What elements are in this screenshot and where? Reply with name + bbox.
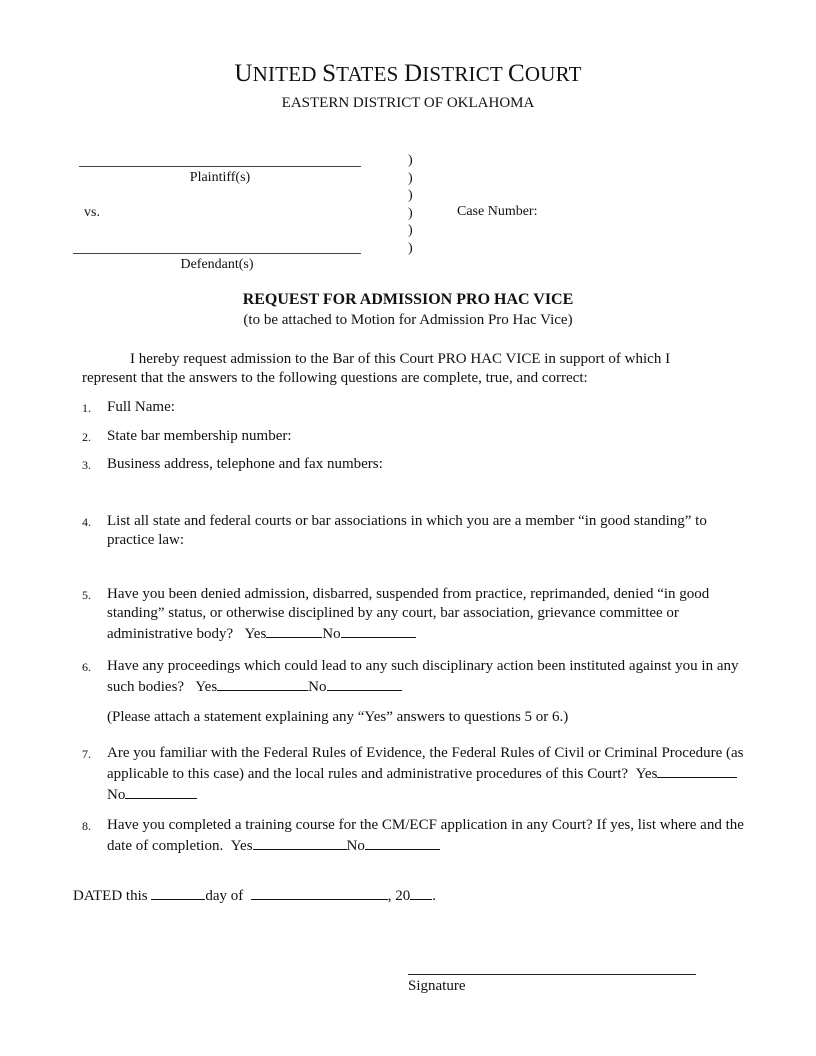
day-of-label: day of	[205, 888, 244, 904]
question-number: 4.	[82, 515, 91, 529]
court-title-part: TATES	[336, 62, 404, 86]
versus-label: vs.	[84, 205, 100, 220]
yes-blank[interactable]	[217, 676, 308, 691]
question-answer-line	[107, 657, 752, 697]
signature-label: Signature	[408, 978, 466, 994]
question-3	[82, 455, 752, 474]
question-answer-line	[107, 744, 752, 805]
no-label: No	[322, 626, 341, 642]
question-1	[82, 398, 752, 417]
no-blank[interactable]	[125, 784, 197, 799]
question-text: Have you been denied admission, disbarred, suspended from practice, reprimanded, denied “in good standing” status, or otherwise disciplined by any court, bar association, grievance committee or administrative body?	[107, 586, 710, 642]
question-text: Are you familiar with the Federal Rules of Evidence, the Federal Rules of Civil or Criminal Procedure (as applicable to this case) and the local rules and administrative procedures of this Court?	[107, 745, 744, 782]
paren: )	[408, 223, 413, 238]
yes-label: Yes	[635, 766, 658, 782]
court-title-initial: S	[322, 60, 337, 87]
day-blank[interactable]	[151, 885, 205, 900]
intro-paragraph	[82, 350, 762, 388]
paren: )	[408, 205, 413, 221]
yes-label: Yes	[244, 626, 267, 642]
court-title-part: ISTRICT	[422, 62, 509, 86]
question-text: Business address, telephone and fax numbers:	[107, 456, 383, 472]
question-number: 8.	[82, 819, 91, 833]
month-blank[interactable]	[251, 885, 388, 900]
yes-label: Yes	[195, 679, 218, 695]
defendant-label: Defendant(s)	[180, 257, 254, 272]
caption-parentheses	[408, 152, 413, 257]
form-subtitle: (to be attached to Motion for Admission Pro Hac Vice)	[243, 312, 573, 328]
intro-line-2: represent that the answers to the following questions are complete, true, and correct:	[82, 370, 588, 386]
defendant-line[interactable]	[73, 253, 361, 254]
dated-this-label: DATED this	[73, 888, 148, 904]
question-6	[82, 657, 752, 697]
question-number: 6.	[82, 660, 91, 674]
case-number-label: Case Number:	[457, 204, 538, 219]
question-text: List all state and federal courts or bar associations in which you are a member “in good standing” to practice law:	[107, 513, 707, 548]
question-8	[82, 816, 752, 856]
question-text: Have you completed a training course for the CM/ECF application in any Court? If yes, list where and the date of completion.	[107, 817, 744, 854]
question-4	[82, 512, 752, 550]
question-number: 1.	[82, 401, 91, 415]
no-label: No	[346, 838, 365, 854]
question-answer-line	[107, 816, 752, 856]
yes-label: Yes	[230, 838, 253, 854]
no-blank[interactable]	[365, 835, 440, 850]
question-7	[82, 744, 752, 805]
no-blank[interactable]	[341, 623, 416, 638]
question-number: 7.	[82, 747, 91, 761]
question-answer-line	[107, 585, 752, 644]
question-2	[82, 427, 752, 446]
court-title-part: NITED	[252, 62, 323, 86]
paren: )	[408, 188, 413, 203]
form-title: REQUEST FOR ADMISSION PRO HAC VICE	[242, 291, 574, 308]
question-number: 5.	[82, 588, 91, 602]
dated-line	[73, 885, 436, 905]
court-title-part: OURT	[524, 62, 582, 86]
year-prefix: , 20	[387, 888, 411, 904]
attachment-note: (Please attach a statement explaining any “Yes” answers to questions 5 or 6.)	[107, 709, 569, 725]
district-name: EASTERN DISTRICT OF OKLAHOMA	[281, 95, 535, 111]
question-text: State bar membership number:	[107, 428, 292, 444]
question-text: Full Name:	[107, 399, 175, 415]
yes-blank[interactable]	[657, 763, 737, 778]
court-title	[0, 60, 816, 88]
no-blank[interactable]	[327, 676, 402, 691]
yes-blank[interactable]	[253, 835, 347, 850]
signature-line[interactable]	[408, 974, 696, 975]
question-5	[82, 585, 752, 644]
yes-blank[interactable]	[266, 623, 322, 638]
question-text: Have any proceedings which could lead to any such disciplinary action been instituted against you in any such bodies?	[107, 658, 739, 695]
court-title-initial: U	[234, 60, 253, 87]
period: .	[432, 888, 436, 904]
paren: )	[408, 170, 413, 186]
court-title-initial: D	[403, 60, 423, 87]
question-number: 2.	[82, 430, 91, 444]
intro-line-1: I hereby request admission to the Bar of this Court PRO HAC VICE in support of which I	[130, 351, 671, 367]
no-label: No	[107, 787, 126, 803]
paren: )	[408, 153, 413, 168]
year-blank[interactable]	[410, 885, 432, 900]
court-title-initial: C	[508, 60, 525, 87]
plaintiff-line[interactable]	[79, 166, 361, 167]
paren: )	[408, 240, 413, 256]
no-label: No	[308, 679, 327, 695]
plaintiff-label: Plaintiff(s)	[189, 170, 251, 185]
question-number: 3.	[82, 458, 91, 472]
